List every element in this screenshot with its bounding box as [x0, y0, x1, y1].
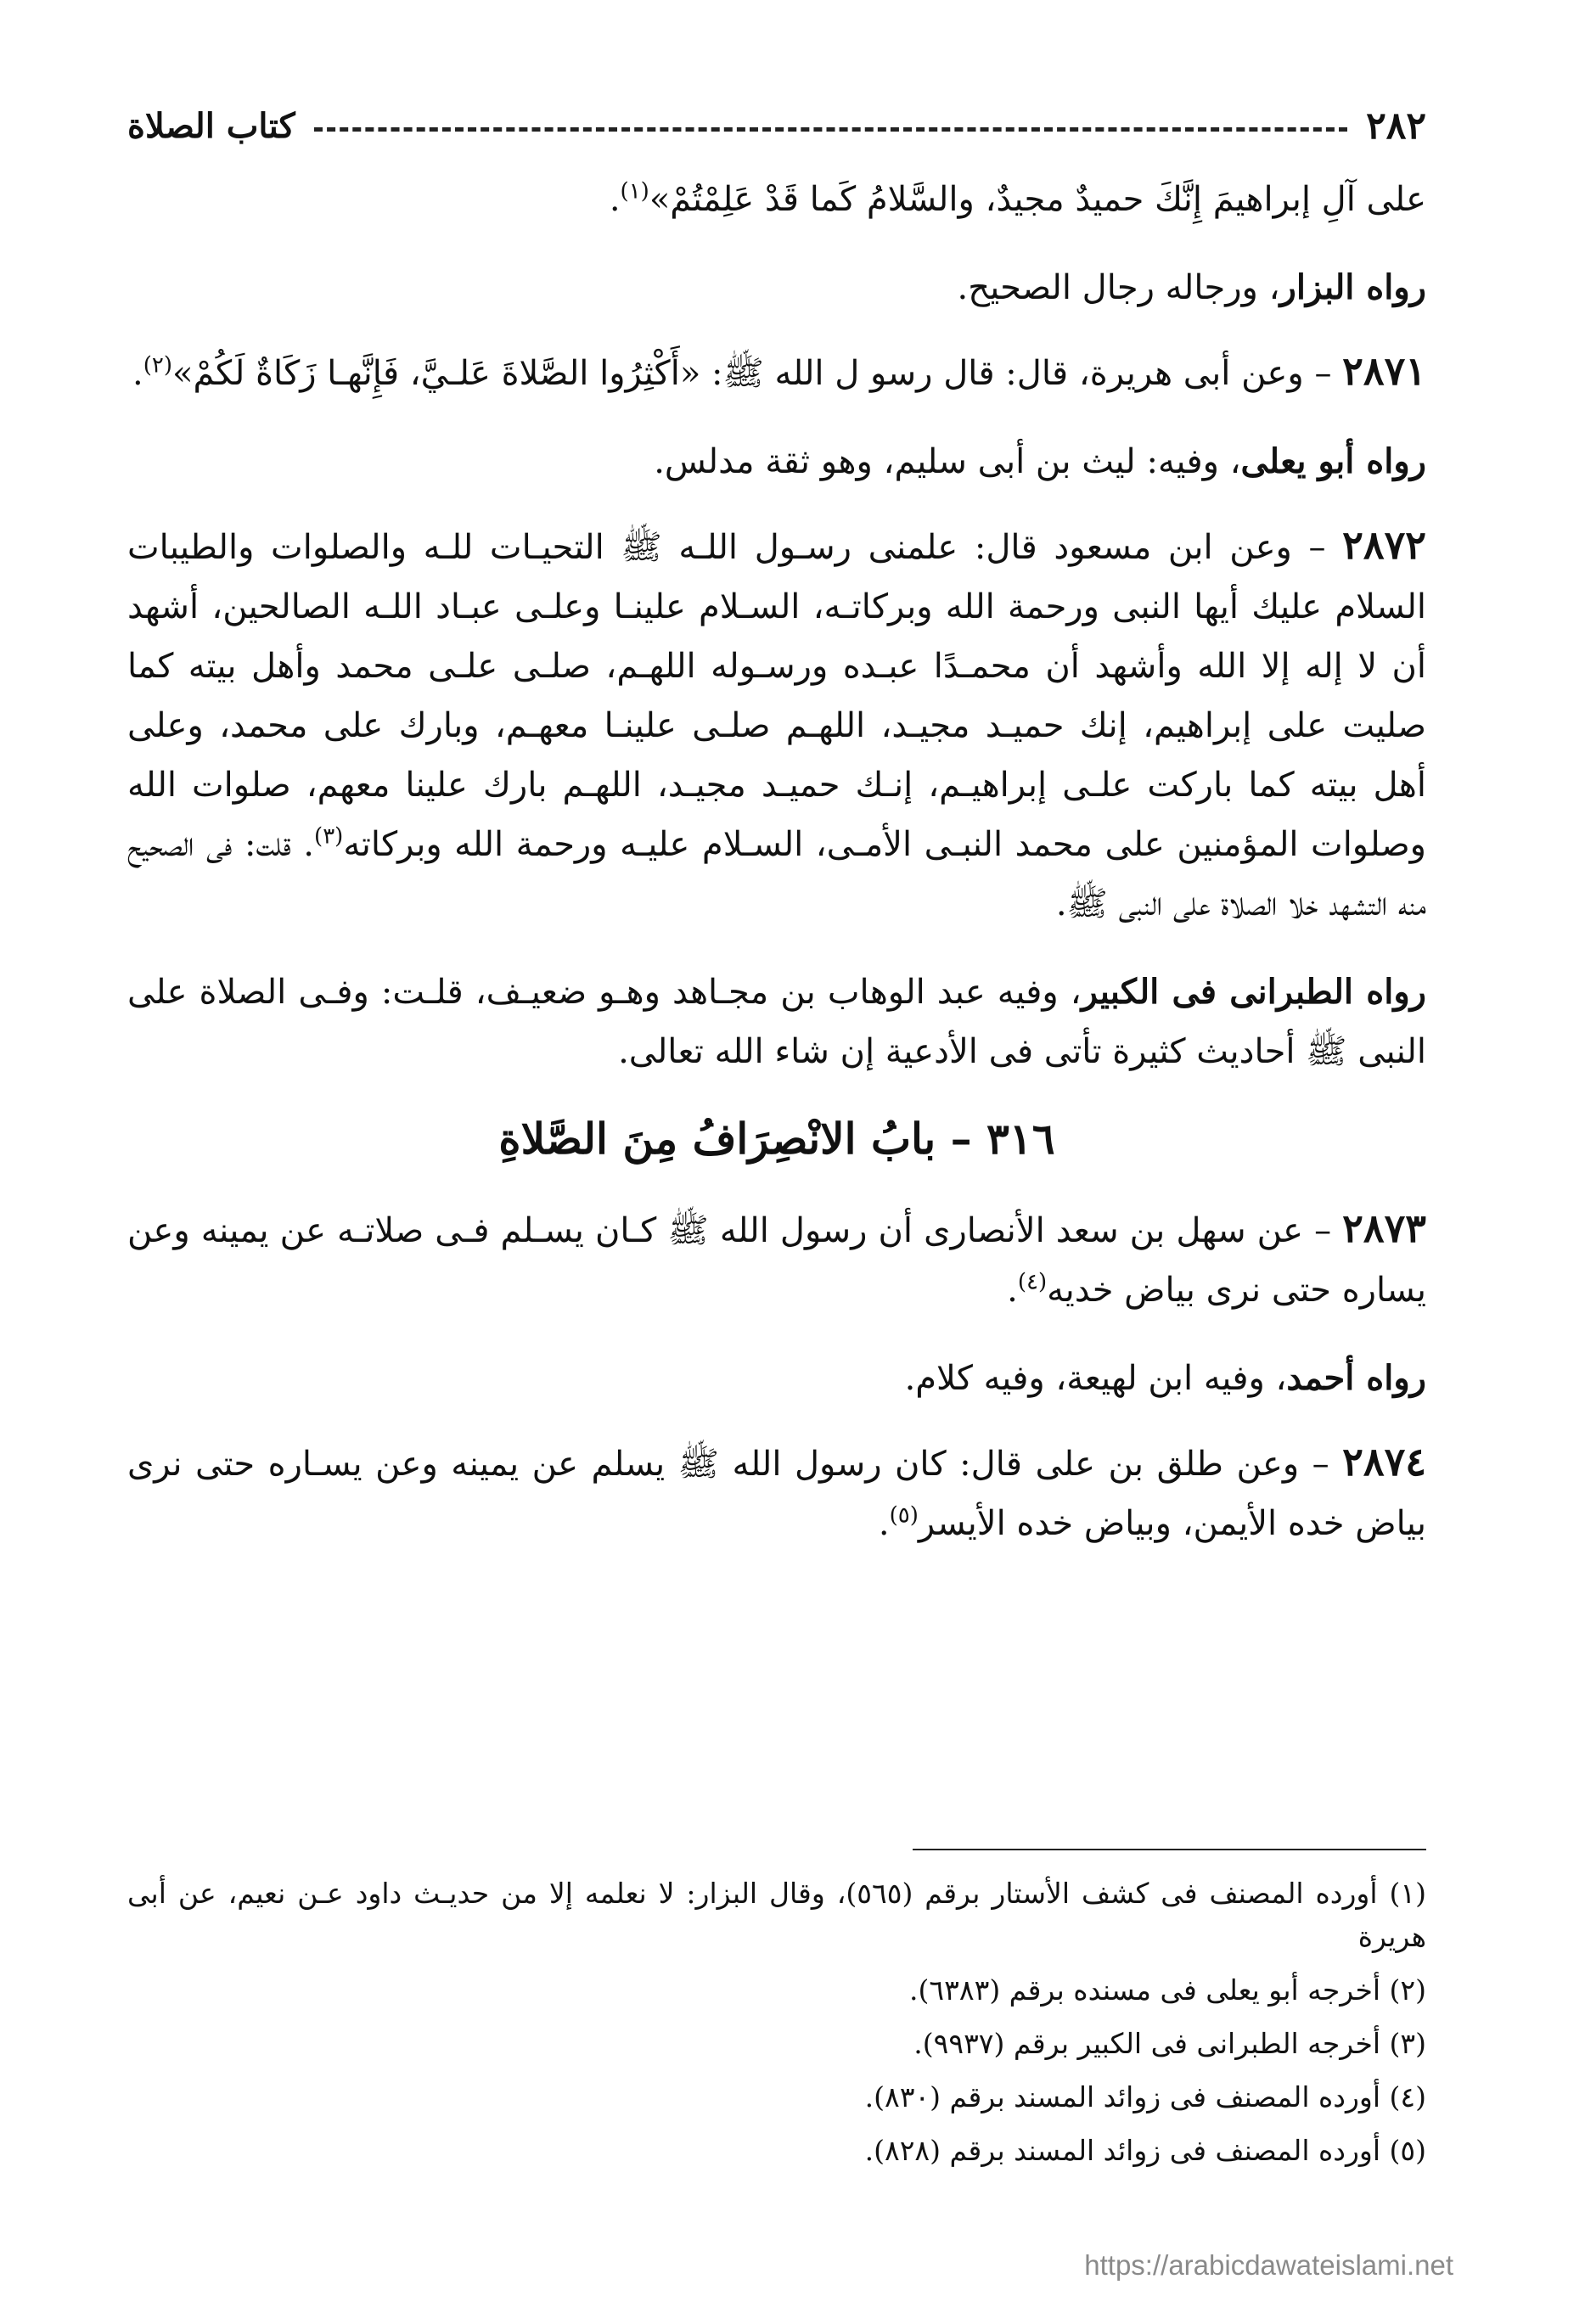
hadith-text: – عن سهل بن سعد الأنصارى أن رسول الله ﷺ كـان يسـلم فـى صلاتـه عن يمينه وعن يساره حتى نرى بياض خديه — [127, 1211, 1426, 1310]
footnote-5: (٥) أورده المصنف فى زوائد المسند برقم (٨٢٨). — [864, 2134, 1426, 2167]
narration-note — [127, 963, 1426, 1081]
footnote-2: (٢) أخرجه أبو يعلى فى مسنده برقم (٦٣٨٣). — [909, 1973, 1426, 2007]
hadith-2874 — [127, 1432, 1426, 1553]
footnote-ref: (٣) — [314, 823, 344, 850]
paragraph-text: على آلِ إبراهيمَ إِنَّكَ حميدٌ مجيدٌ، والسَّلامُ كَما قَدْ عَلِمْتُمْ» — [649, 180, 1426, 219]
narration-note — [127, 1349, 1426, 1408]
narration-text: ، وفيه ابن لهيعة، وفيه كلام. — [904, 1359, 1287, 1398]
hadith-number: ٢٨٧٤ — [1342, 1439, 1426, 1485]
hadith-2871 — [127, 341, 1426, 403]
hadith-tail: . — [878, 1504, 890, 1543]
page-number: ٢٨٢ — [1366, 104, 1426, 148]
hadith-number: ٢٨٧٣ — [1342, 1205, 1426, 1251]
footnote-ref: (٥) — [889, 1502, 919, 1529]
footnote-ref: (٤) — [1017, 1269, 1048, 1295]
narrator-lead: رواه الطبرانى فى الكبير — [1081, 972, 1426, 1012]
narration-text: ، وفيه عبد الوهاب بن مجـاهد وهـو ضعيـف، قلـت: وفـى الصلاة على النبى ﷺ أحاديث كثيرة تأتى فى الأدعية إن شاء الله تعالى. — [127, 973, 1426, 1071]
hadith-text: – وعن طلق بن على قال: كان رسول الله ﷺ يسلم عن يمينه وعن يسـاره حتى نرى بياض خده الأيمن، وبياض خده الأيسر — [127, 1445, 1426, 1543]
hadith-tail: . — [1007, 1271, 1018, 1310]
footnote-1: (١) أورده المصنف فى كشف الأستار برقم (٥٦٥)، وقال البزار: لا نعلمه إلا من حديـث داود عـن نعيم، عن أبى هريرة — [127, 1877, 1426, 1953]
hadith-number: ٢٨٧٢ — [1342, 522, 1426, 568]
paragraph-tail: . — [609, 180, 621, 219]
running-title: كتاب الصلاة — [127, 105, 295, 146]
hadith-tail: . — [132, 354, 143, 393]
hadith-tail: . قلت: فى الصحيح منه التشهد خلا الصلاة على النبى ﷺ. — [127, 825, 1426, 923]
footnote-3: (٣) أخرجه الطبرانى فى الكبير برقم (٩٩٣٧). — [913, 2027, 1426, 2060]
narration-text: ، وفيه: ليث بن أبى سليم، وهو ثقة مدلس. — [654, 442, 1241, 481]
hadith-text: – وعن ابن مسعود قال: علمنى رسـول اللـه ﷺ التحيـات للـه والصلوات والطيبات السلام عليك أيها النبى ورحمة الله وبركاتـه، السـلام علينـا وعلـى عبـاد اللـه الصالحين، أشهد أن لا إله إلا الله وأشهد أن محمـدًا عبـده ورسـوله اللهـم، صلـى علـى محمد وأهل بيته كما صليت على إبراهيم، إنك حميـد مجيـد، اللهـم صلـى علينـا معهـم، وبارك على محمد، وعلى أهل بيته كما باركت علـى إبراهيـم، إنـك حميـد مجيـد، اللهـم بارك علينا معهم، صلوات الله وصلوات المؤمنين على محمد النبـى الأمـى، السـلام عليـه ورحمة الله وبركاته — [127, 528, 1426, 864]
header-dashed-rule — [314, 127, 1347, 132]
footnote-4: (٤) أورده المصنف فى زوائد المسند برقم (٨٣٠). — [864, 2080, 1426, 2113]
narrator-lead: رواه البزار — [1279, 267, 1426, 307]
narrator-lead: رواه أحمد — [1286, 1358, 1426, 1398]
footnotes — [127, 1872, 1426, 2182]
hadith-2873 — [127, 1198, 1426, 1320]
main-text — [127, 170, 1426, 1582]
hadith-number: ٢٨٧١ — [1342, 348, 1426, 394]
paragraph-continuation — [127, 170, 1426, 229]
footnote-ref: (٢) — [143, 352, 172, 379]
page-header — [127, 100, 1426, 151]
footnote-ref: (١) — [620, 178, 649, 205]
hadith-text: – وعن أبى هريرة، قال: قال رسو ل الله ﷺ: «أَكْثِرُوا الصَّلاةَ عَلـيَّ، فَإِنَّهـا زَكَاةٌ لَكُمْ» — [171, 354, 1343, 393]
narrator-lead: رواه أبو يعلى — [1240, 441, 1426, 481]
footnote-separator — [913, 1849, 1426, 1850]
narration-text: ، ورجاله رجال الصحيح. — [957, 268, 1280, 307]
narration-note — [127, 432, 1426, 491]
chapter-heading: ٣١٦ – بابُ الانْصِرَافُ مِنَ الصَّلاةِ — [498, 1114, 1055, 1164]
source-watermark: https://arabicdawateislami.net — [1084, 2249, 1453, 2281]
hadith-2872 — [127, 515, 1426, 934]
narration-note — [127, 258, 1426, 317]
